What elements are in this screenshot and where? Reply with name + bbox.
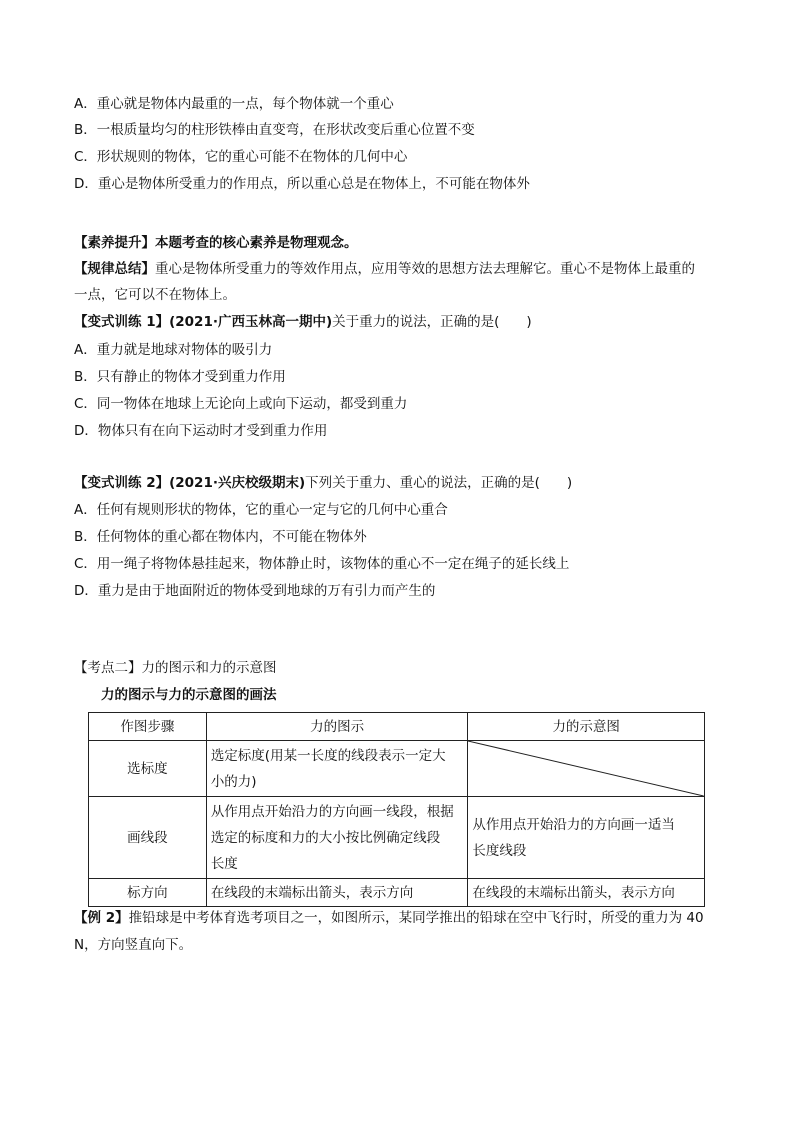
row1-diagram [206,741,468,797]
header-step: 作图步骤 [89,713,207,741]
row2-diagram-line2: 选定的标度和力的大小按比例确定线段 [210,829,441,846]
drill1-option-d: D．物体只有在向下运动时才受到重力作用 [74,423,328,439]
drill2-stem [74,474,572,492]
table-header-row [89,713,705,741]
row2-diagram-line3: 长度 [210,855,238,872]
row1-step: 选标度 [89,741,207,797]
row2-sketch-line1: 从作用点开始沿力的方向画一适当 [472,816,675,833]
section-heading: 【考点二】力的图示和力的示意图 [74,660,277,676]
table-title: 力的图示与力的示意图的画法 [101,687,277,703]
example2-line-2: N，方向竖直向下。 [74,937,193,953]
drill1-question: 关于重力的说法，正确的是( ) [332,314,532,330]
literacy-note [74,234,358,252]
example2-line-1 [74,909,704,927]
q1-option-a: A．重心就是物体内最重的一点，每个物体就一个重心 [74,96,394,112]
row3-diagram: 在线段的末端标出箭头，表示方向 [206,879,468,907]
drill2-option-d: D．重力是由于地面附近的物体受到地球的万有引力而产生的 [74,583,436,599]
drill2-option-b: B．任何物体的重心都在物体内，不可能在物体外 [74,529,367,545]
row2-sketch [468,797,705,879]
summary-text-1: 重心是物体所受重力的等效作用点，应用等效的思想方法去理解它。重心不是物体上最重的 [155,261,695,277]
drill1-stem [74,313,532,331]
row2-sketch-line2: 长度线段 [472,842,527,859]
diagonal-line [468,741,704,796]
drill1-option-c: C．同一物体在地球上无论向上或向下运动，都受到重力 [74,396,408,412]
row2-diagram-line1: 从作用点开始沿力的方向画一线段，根据 [210,803,454,820]
table-row [89,879,705,907]
row3-sketch: 在线段的末端标出箭头，表示方向 [468,879,705,907]
summary-line-2: 一点，它可以不在物体上。 [74,287,236,303]
row1-sketch-diagonal-cell [468,741,705,797]
drill2-label: 【变式训练 2】 [74,475,170,491]
example2-label: 【例 2】 [74,910,129,926]
drill2-source: (2021·兴庆校级期末) [169,475,306,491]
table-row [89,797,705,879]
summary-label: 【规律总结】 [74,261,155,277]
summary-line-1 [74,260,695,278]
header-force-diagram: 力的图示 [206,713,468,741]
row3-step: 标方向 [89,879,207,907]
drill2-option-a: A．任何有规则形状的物体，它的重心一定与它的几何中心重合 [74,502,448,518]
q1-option-d: D．重心是物体所受重力的作用点，所以重心总是在物体上，不可能在物体外 [74,176,530,192]
table-row [89,741,705,797]
drill1-option-a: A．重力就是地球对物体的吸引力 [74,342,273,358]
example2-text-1: 推铅球是中考体育选考项目之一，如图所示，某同学推出的铅球在空中飞行时，所受的重力为 40 [128,910,704,926]
drill2-option-c: C．用一绳子将物体悬挂起来，物体静止时，该物体的重心不一定在绳子的延长线上 [74,556,570,572]
drill2-question: 下列关于重力、重心的说法，正确的是( ) [305,475,573,491]
row1-diagram-line1: 选定标度(用某一长度的线段表示一定大 [210,747,446,764]
header-force-sketch: 力的示意图 [468,713,705,741]
drill1-option-b: B．只有静止的物体才受到重力作用 [74,369,286,385]
drawing-method-table [88,712,705,907]
literacy-label: 【素养提升】 [74,235,155,251]
drill1-source: (2021·广西玉林高一期中) [169,314,333,330]
row1-diagram-line2: 小的力) [210,773,257,790]
q1-option-b: B．一根质量均匀的柱形铁棒由直变弯，在形状改变后重心位置不变 [74,122,475,138]
row2-step: 画线段 [89,797,207,879]
literacy-text: 本题考查的核心素养是物理观念。 [155,235,358,251]
drill1-label: 【变式训练 1】 [74,314,170,330]
q1-option-c: C．形状规则的物体，它的重心可能不在物体的几何中心 [74,149,408,165]
row2-diagram [206,797,468,879]
